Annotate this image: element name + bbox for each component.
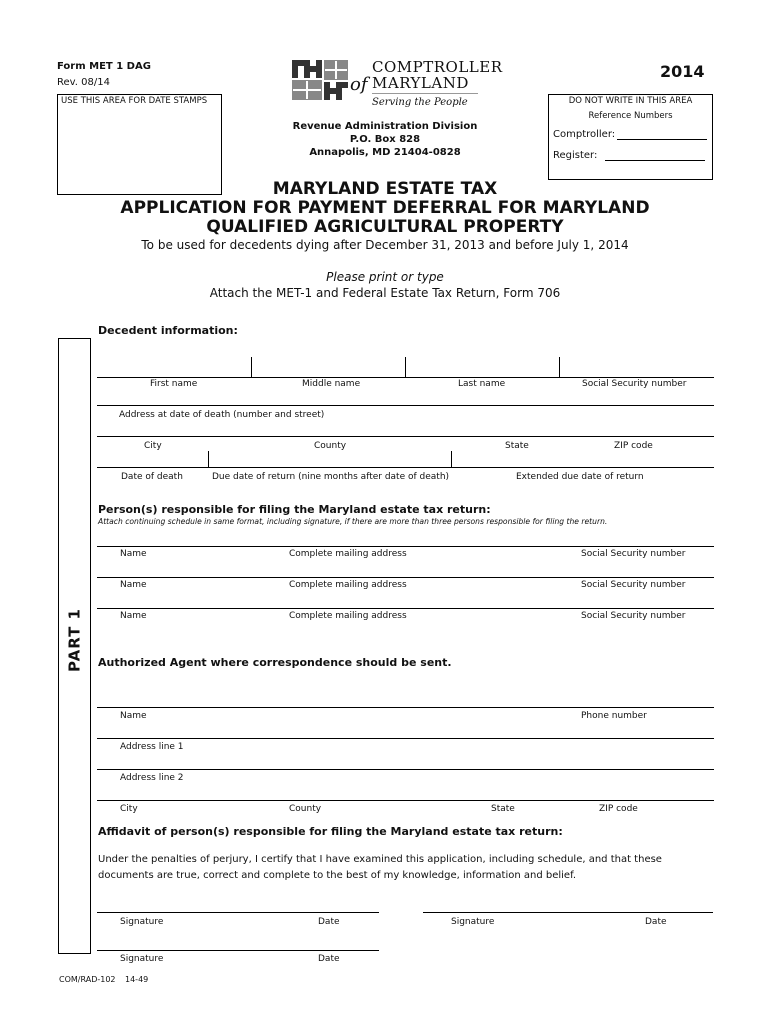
state-label: State (505, 441, 529, 451)
affidavit-text-line2: documents are true, correct and complete to the best of my knowledge, information and belief. (98, 870, 577, 881)
responsible-person-2-line[interactable] (97, 577, 714, 578)
name-label: Name (120, 611, 147, 621)
address-line[interactable] (97, 405, 714, 406)
reference-numbers-label: Reference Numbers (588, 111, 673, 121)
decedent-name-line (97, 377, 714, 378)
date-label: Date (318, 954, 340, 964)
date-label: Date (645, 917, 667, 927)
signature-label: Signature (120, 917, 164, 927)
attach-note: Attach the MET-1 and Federal Estate Tax Return, Form 706 (209, 286, 561, 300)
mailing-address-label: Complete mailing address (289, 549, 407, 559)
responsible-heading: Person(s) responsible for filing the Maryland estate tax return: (98, 503, 491, 516)
signature-line-2[interactable] (423, 912, 713, 913)
middle-name-label: Middle name (302, 379, 361, 389)
agent-city-label: City (120, 804, 138, 814)
agent-state-label: State (491, 804, 515, 814)
last-name-label: Last name (458, 379, 506, 389)
decedent-heading: Decedent information: (98, 324, 238, 337)
comptroller-line[interactable] (617, 139, 707, 140)
maryland-flag-seal-icon (290, 58, 350, 102)
mailing-address-label: Complete mailing address (289, 611, 407, 621)
ssn-label: Social Security number (581, 611, 686, 621)
agent-name-line[interactable] (97, 707, 714, 708)
city-zip: Annapolis, MD 21404-0828 (309, 147, 461, 158)
agent-heading: Authorized Agent where correspondence should be sent. (98, 656, 452, 669)
agent-city-line[interactable] (97, 800, 714, 801)
divider (559, 357, 560, 377)
form-subtitle: To be used for decedents dying after December 31, 2013 and before July 1, 2014 (141, 238, 629, 252)
divider (405, 357, 406, 377)
affidavit-text-line1: Under the penalties of perjury, I certify that I have examined this application, including schedule, and that these (98, 854, 662, 865)
comptroller-label: Comptroller: (553, 129, 616, 140)
mailing-address-label: Complete mailing address (289, 580, 407, 590)
signature-line-3[interactable] (97, 950, 379, 951)
agency-tagline: Serving the People (372, 97, 468, 108)
agency-of: of (350, 74, 368, 95)
city-county-line[interactable] (97, 436, 714, 437)
division-name: Revenue Administration Division (292, 121, 478, 132)
register-line[interactable] (605, 160, 705, 161)
agent-phone-label: Phone number (581, 711, 647, 721)
county-label: County (314, 441, 347, 451)
responsible-person-1-line[interactable] (97, 546, 714, 547)
zip-label: ZIP code (614, 441, 653, 451)
due-date-label: Due date of return (nine months after date of death) (212, 472, 450, 482)
divider (451, 451, 452, 467)
divider (208, 451, 209, 467)
tax-year: 2014 (660, 62, 705, 81)
comptroller-field (553, 129, 712, 140)
agent-address2-label: Address line 2 (120, 773, 184, 783)
division-address (265, 120, 505, 159)
part-1-label: PART 1 (65, 608, 84, 672)
title-line3: QUALIFIED AGRICULTURAL PROPERTY (206, 217, 564, 237)
signature-line-1[interactable] (97, 912, 379, 913)
agent-address1-line[interactable] (97, 738, 714, 739)
ssn-label: Social Security number (582, 379, 687, 389)
footer-code: COM/RAD-102 (59, 975, 116, 984)
part-1-tab (58, 338, 91, 954)
address-label: Address at date of death (number and street) (119, 410, 325, 420)
agent-zip-label: ZIP code (599, 804, 638, 814)
title-line2: APPLICATION FOR PAYMENT DEFERRAL FOR MARYLAND (120, 198, 650, 218)
extended-due-date-label: Extended due date of return (516, 472, 644, 482)
register-field (553, 150, 712, 161)
date-stamp-label: USE THIS AREA FOR DATE STAMPS (61, 96, 208, 106)
dates-line[interactable] (97, 467, 714, 468)
print-note: Please print or type (326, 270, 444, 284)
responsible-note: Attach continuing schedule in same format, including signature, if there are more than three persons responsible for filing the return. (98, 517, 608, 526)
agency-name-line1: COMPTROLLER (372, 58, 503, 76)
agent-address2-line[interactable] (97, 769, 714, 770)
office-use-title: DO NOT WRITE IN THIS AREA (568, 96, 693, 106)
office-use-box (548, 94, 713, 180)
form-title (0, 180, 770, 237)
date-label: Date (318, 917, 340, 927)
form-id: Form MET 1 DAG (57, 61, 151, 72)
agent-name-label: Name (120, 711, 147, 721)
register-label: Register: (553, 150, 598, 161)
city-label: City (144, 441, 162, 451)
revision-date: Rev. 08/14 (57, 77, 110, 88)
divider (251, 357, 252, 377)
signature-label: Signature (120, 954, 164, 964)
footer-number: 14-49 (125, 975, 149, 984)
name-label: Name (120, 549, 147, 559)
agent-county-label: County (289, 804, 322, 814)
signature-label: Signature (451, 917, 495, 927)
affidavit-text (98, 852, 662, 884)
agent-address1-label: Address line 1 (120, 742, 184, 752)
title-line1: MARYLAND ESTATE TAX (272, 179, 498, 199)
agency-name-line2: MARYLAND (372, 74, 469, 92)
logo-rule (372, 93, 478, 94)
po-box: P.O. Box 828 (349, 134, 421, 145)
ssn-label: Social Security number (581, 549, 686, 559)
date-of-death-label: Date of death (121, 472, 183, 482)
affidavit-heading: Affidavit of person(s) responsible for filing the Maryland estate tax return: (98, 825, 563, 838)
ssn-label: Social Security number (581, 580, 686, 590)
responsible-person-3-line[interactable] (97, 608, 714, 609)
name-label: Name (120, 580, 147, 590)
first-name-label: First name (150, 379, 198, 389)
